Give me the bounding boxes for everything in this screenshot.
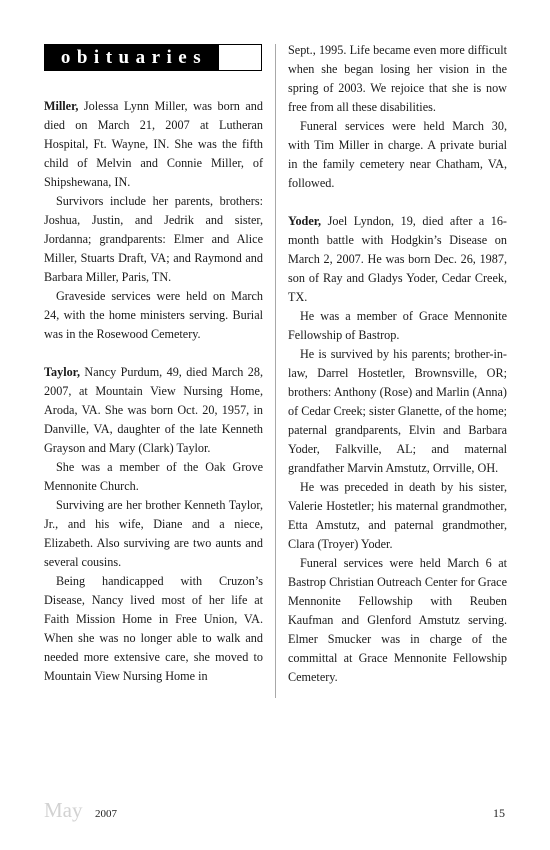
footer-month: May <box>44 798 83 822</box>
obituary-taylor-intro: Taylor, Nancy Purdum, 49, died March 28, 2007, at Mountain View Nursing Home, Aroda, VA. She was born Oct. 20, 1957, in Danville, VA, daughter of the late Kenneth Grayson and Mary (Clark) Taylor. <box>44 365 263 455</box>
footer-year: 2007 <box>95 808 117 820</box>
section-title: obituaries <box>45 45 219 70</box>
left-column <box>44 97 263 686</box>
obituary-miller-intro: Miller, Jolessa Lynn Miller, was born and died on March 21, 2007 at Lutheran Hospital, Ft. Wayne, IN. She was the fifth child of Melvin and Connie Miller, of Shipshewana, IN. <box>44 99 263 189</box>
obituary-taylor-history-continued: Sept., 1995. Life became even more difficult when she began losing her vision in the spring of 2003. We rejoice that she is now free from all these disabilities. <box>288 43 507 114</box>
obituary-miller-survivors: Survivors include her parents, brothers: Joshua, Justin, and Jedrik and sister, Jordanna; grandparents: Elmer and Alice Miller, Stuarts Draft, VA; and Raymond and Barbara Miller, Paris, TN. <box>44 194 263 284</box>
obituary-yoder-intro: Yoder, Joel Lyndon, 19, died after a 16-month battle with Hodgkin’s Disease on March 2, 2007. He was born Dec. 26, 1987, son of Ray and Gladys Yoder, Cedar Creek, TX. <box>288 214 507 304</box>
page-number: 15 <box>493 806 505 820</box>
obituary-miller-name: Miller, <box>44 99 79 113</box>
obituary-yoder-survivors: He is survived by his parents; brother-in-law, Darrel Hostetler, Brownsville, OR; brothers: Anthony (Rose) and Marlin (Anna) of Cedar Creek; sister Glanette, of the home; paternal grandparents, Elvin and Barbara Yoder, Falkville, AL; and maternal grandfather Marvin Amstutz, Orrville, OH. <box>288 347 507 475</box>
obituary-taylor-history: Being handicapped with Cruzon’s Disease, Nancy lived most of her life at Faith Mission Home in Free Union, VA. When she was no longer able to walk and needed more extensive care, she moved to Mountain View Nursing Home in <box>44 574 263 683</box>
column-divider <box>275 44 276 698</box>
obituary-taylor-name: Taylor, <box>44 365 81 379</box>
obituary-taylor-services: Funeral services were held March 30, with Tim Miller in charge. A private burial in the family cemetery near Chatham, VA, followed. <box>288 119 507 190</box>
obituary-miller-services: Graveside services were held on March 24, with the home ministers serving. Burial was in the Rosewood Cemetery. <box>44 289 263 341</box>
obituary-taylor-membership: She was a member of the Oak Grove Mennonite Church. <box>44 460 263 493</box>
obituary-yoder-membership: He was a member of Grace Mennonite Fellowship of Bastrop. <box>288 309 507 342</box>
right-column <box>288 41 507 687</box>
obituary-yoder-name: Yoder, <box>288 214 322 228</box>
obituary-taylor-survivors: Surviving are her brother Kenneth Taylor, Jr., and his wife, Diane and a niece, Elizabeth. Also surviving are two aunts and several cousins. <box>44 498 263 569</box>
section-header <box>44 44 262 71</box>
obituary-yoder-preceded: He was preceded in death by his sister, Valerie Hostetler; his maternal grandmother, Etta Amstutz, and paternal grandmother, Clara (Troyer) Yoder. <box>288 480 507 551</box>
obituary-yoder-services: Funeral services were held March 6 at Bastrop Christian Outreach Center for Grace Mennonite Fellowship with Reuben Kaufman and Glenford Amstutz serving. Elmer Smucker was in charge of the committal at Grace Mennonite Fellowship Cemetery. <box>288 556 507 684</box>
